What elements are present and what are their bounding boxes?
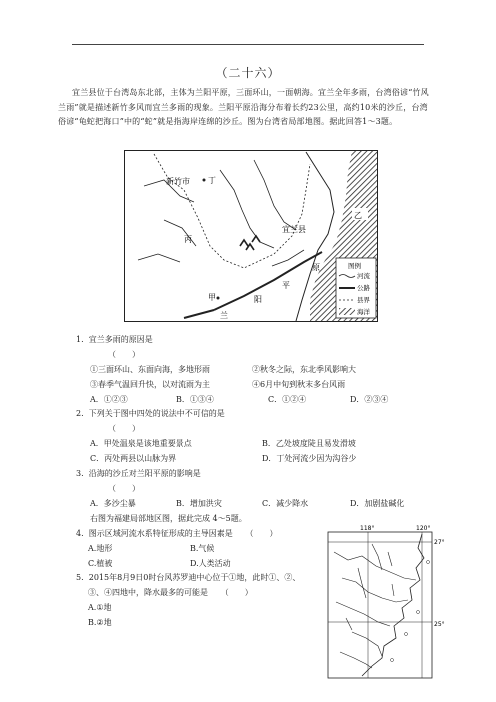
label-jia: 甲 bbox=[208, 293, 216, 302]
page-title: （二十六） bbox=[215, 66, 281, 80]
lon-120: 120° bbox=[416, 525, 431, 532]
label-bing: 丙 bbox=[184, 235, 192, 244]
lat-25: 25° bbox=[434, 621, 445, 628]
svg-text:海洋: 海洋 bbox=[357, 308, 370, 316]
top-rule bbox=[72, 44, 424, 45]
q2-choice-b[interactable]: B．乙处坡度陡且易发滑坡 bbox=[262, 439, 356, 448]
label-ding: 丁 bbox=[208, 176, 216, 185]
section2-intro: 右图为福建局部地区图，据此完成 4～5题。 bbox=[90, 514, 247, 523]
lon-118: 118° bbox=[360, 525, 375, 532]
map-legend bbox=[336, 258, 376, 318]
q4-choice-a[interactable]: A.地形 bbox=[88, 544, 113, 553]
label-county: 宜兰县 bbox=[282, 225, 306, 234]
plain-char-2: 阳 bbox=[254, 295, 262, 304]
question-4: 4. 图示区域河流水系特征形成的主导因素是 （ ） bbox=[76, 529, 278, 538]
svg-text:图例: 图例 bbox=[348, 262, 361, 270]
blank-1: （ ） bbox=[108, 350, 140, 359]
q2-choice-c[interactable]: C．丙处两县以山脉为界 bbox=[90, 454, 177, 463]
q1-opt-4: ④6月中旬到秋末多台风雨 bbox=[252, 380, 346, 389]
q1-choice-a[interactable]: A．①②③ bbox=[90, 395, 128, 404]
question-5: 5. 2015年8月9日0时台风苏罗迪中心位于①地，此时①、②、 bbox=[76, 573, 301, 582]
q2-choice-d[interactable]: D．丁处河流少因为沟谷少 bbox=[262, 454, 357, 463]
question-5-cont: ③、④四地中，降水最多的可能是 （ ） bbox=[88, 588, 253, 597]
plain-char-3: 平 bbox=[282, 281, 290, 290]
svg-text:河流: 河流 bbox=[357, 272, 370, 280]
q4-choice-d[interactable]: D.人类活动 bbox=[190, 559, 231, 568]
svg-text:公路: 公路 bbox=[357, 284, 370, 292]
label-yi: 乙 bbox=[354, 211, 362, 220]
q5-choice-a[interactable]: A.①地 bbox=[88, 603, 112, 612]
q2-choice-a[interactable]: A．甲处温泉是该地重要景点 bbox=[90, 439, 192, 448]
q1-opt-1: ①三面环山、东面向海，多地形雨 bbox=[90, 365, 210, 374]
intro-paragraph: 宜兰县位于台湾岛东北部，主体为兰阳平原，三面环山，一面朝海。宜兰全年多雨，台湾俗谚“竹风兰雨”就是描述新竹多风而宜兰多雨的现象。兰阳平原沿海分布着长约23公里，高约10米的沙丘，台湾俗谚“龟蛇把海口”中的“蛇”就是指海岸连绵的沙丘。图为台湾省局部地图。据此回答1～3题。 bbox=[58, 88, 429, 127]
lat-27: 27° bbox=[434, 539, 445, 546]
plain-char-4: 原 bbox=[312, 263, 320, 272]
question-2: 2. 下列关于图中四处的说法中不可信的是 bbox=[76, 409, 225, 418]
q1-opt-2: ②秋冬之际，东北季风影响大 bbox=[252, 365, 356, 374]
q1-opt-3: ③春季气温回升快，以对流雨为主 bbox=[90, 380, 210, 389]
taiwan-map bbox=[124, 150, 378, 322]
q1-choice-d[interactable]: D．②③④ bbox=[350, 395, 389, 404]
q5-choice-b[interactable]: B.②地 bbox=[88, 618, 112, 627]
q1-choice-c[interactable]: C．①②④ bbox=[268, 395, 307, 404]
svg-text:县界: 县界 bbox=[357, 296, 370, 304]
q3-choice-a[interactable]: A．多沙尘暴 bbox=[90, 499, 136, 508]
q4-choice-b[interactable]: B.气候 bbox=[190, 544, 215, 553]
blank-2: （ ） bbox=[108, 424, 140, 433]
blank-3: （ ） bbox=[108, 484, 140, 493]
label-city: 新竹市 bbox=[166, 177, 190, 186]
q1-choice-b[interactable]: B．①③④ bbox=[176, 395, 214, 404]
q3-choice-c[interactable]: C．减少降水 bbox=[262, 499, 309, 508]
question-3: 3. 沿海的沙丘对兰阳平原的影响是 bbox=[76, 469, 201, 478]
question-1: 1. 宜兰多雨的原因是 bbox=[76, 335, 153, 344]
plain-char-1: 兰 bbox=[220, 311, 228, 320]
q3-choice-d[interactable]: D．加剧盐碱化 bbox=[350, 499, 405, 508]
q4-choice-c[interactable]: C.植被 bbox=[88, 559, 113, 568]
q3-choice-b[interactable]: B．增加洪灾 bbox=[176, 499, 222, 508]
fujian-map bbox=[322, 522, 452, 682]
